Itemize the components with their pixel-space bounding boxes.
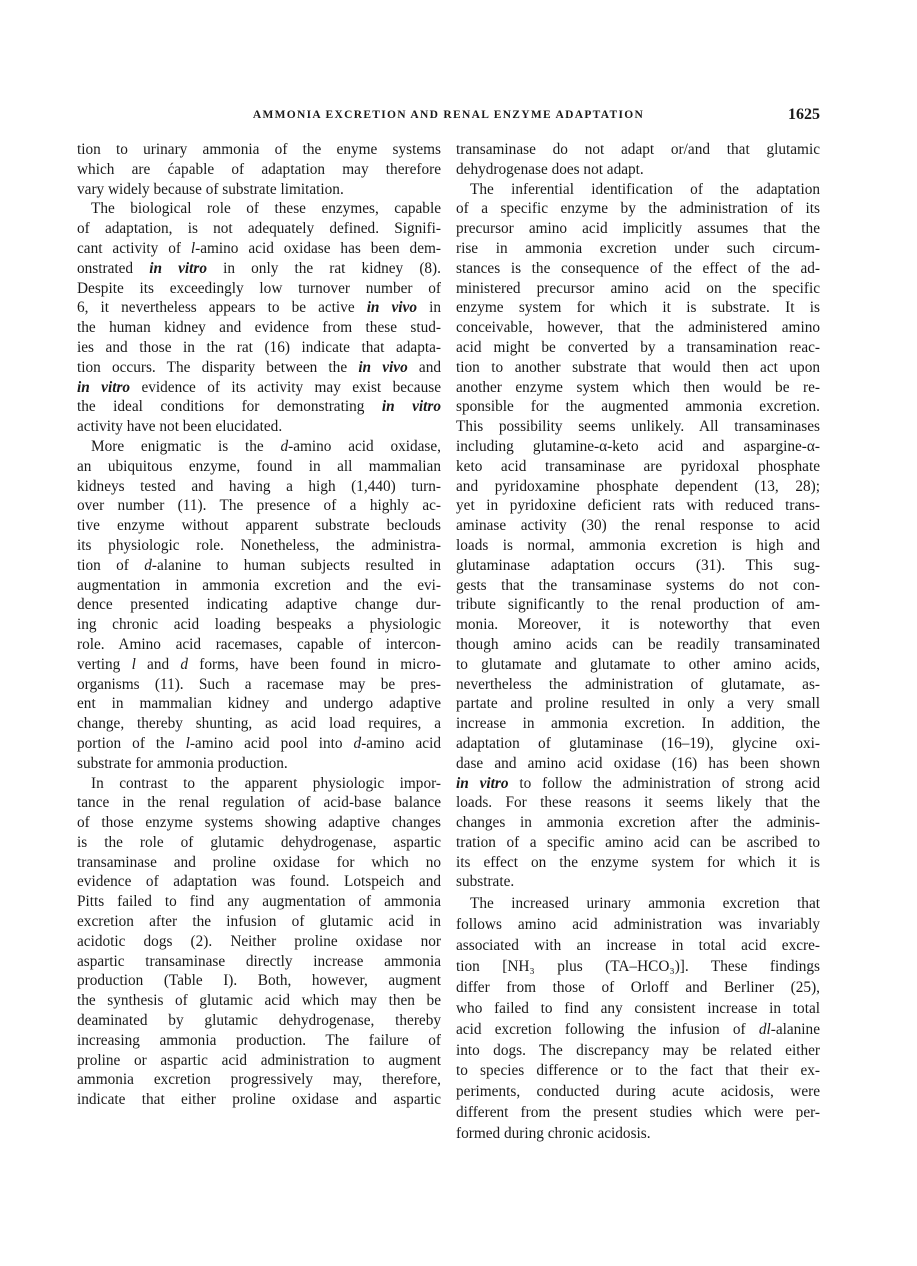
text-line: tration of a specific amino acid can be ascribed to xyxy=(456,833,820,851)
text-line: glutaminase adaptation occurs (31). This sug- xyxy=(456,556,820,574)
paragraph xyxy=(77,199,441,437)
text-line: tive enzyme without apparent substrate beclouds xyxy=(77,517,441,535)
text-line: tribute significantly to the renal production of am- xyxy=(456,596,820,614)
text-line: verting l and d forms, have been found in micro- xyxy=(77,655,441,673)
text-line: This possibility seems unlikely. All transaminases xyxy=(456,418,820,436)
text-line: tion [NH₃ plus (TA–HCO₃)]. These findings xyxy=(456,957,820,975)
text-line: follows amino acid administration was invariably xyxy=(456,916,820,934)
text-line: in vitro evidence of its activity may exist because xyxy=(77,378,441,396)
text-line: role. Amino acid racemases, capable of intercon- xyxy=(77,635,441,653)
text-line: production (Table I). Both, however, augment xyxy=(77,972,441,990)
text-line: The increased urinary ammonia excretion that xyxy=(470,895,820,913)
text-line: excretion after the infusion of glutamic acid in xyxy=(77,913,441,931)
text-line: precursor amino acid implicitly assumes that the xyxy=(456,220,820,238)
text-line: over number (11). The presence of a highly ac- xyxy=(77,497,441,515)
text-line: acidotic dogs (2). Neither proline oxidase nor xyxy=(77,932,441,950)
text-line: the synthesis of glutamic acid which may then be xyxy=(77,992,441,1010)
left-column xyxy=(77,140,441,1110)
text-line: indicate that either proline oxidase and aspartic xyxy=(77,1091,441,1109)
text-line: acid excretion following the infusion of dl-alanine xyxy=(456,1020,820,1038)
text-line: is the role of glutamic dehydrogenase, aspartic xyxy=(77,833,441,851)
text-line: different from the present studies which were per- xyxy=(456,1104,820,1122)
text-line: activity have not been elucidated. xyxy=(77,418,283,436)
text-line: kidneys tested and having a high (1,440) turn- xyxy=(77,477,441,495)
text-line: evidence of adaptation was found. Lotspeich and xyxy=(77,873,441,891)
text-line: ent in mammalian kidney and undergo adaptive xyxy=(77,695,441,713)
text-line: the human kidney and evidence from these stud- xyxy=(77,319,441,337)
text-line: who failed to find any consistent increase in total xyxy=(456,999,820,1017)
page-header xyxy=(77,106,820,126)
text-line: tion occurs. The disparity between the in vivo and xyxy=(77,358,441,376)
text-line: associated with an increase in total acid excre- xyxy=(456,937,820,955)
text-line: The inferential identification of the adaptation xyxy=(470,180,820,198)
text-line: partate and proline resulted in only a very small xyxy=(456,695,820,713)
text-line: The biological role of these enzymes, capable xyxy=(91,200,441,218)
text-line: formed during chronic acidosis. xyxy=(456,1125,651,1143)
paragraph xyxy=(456,180,820,893)
text-line: ammonia excretion progressively may, therefore, xyxy=(77,1071,441,1089)
text-line: transaminase and proline oxidase for which no xyxy=(77,853,441,871)
text-line: increase in ammonia excretion. In addition, the xyxy=(456,715,820,733)
text-line: tance in the renal regulation of acid-base balance xyxy=(77,794,441,812)
text-line: of a specific enzyme by the administration of its xyxy=(456,200,820,218)
text-line: keto acid transaminase are pyridoxal phosphate xyxy=(456,457,820,475)
paragraph xyxy=(77,774,441,1111)
text-line: tion to urinary ammonia of the enyme systems xyxy=(77,141,441,158)
text-line: monia. Moreover, it is noteworthy that even xyxy=(456,616,820,634)
text-line: substrate for ammonia production. xyxy=(77,754,288,772)
page-number: 1625 xyxy=(788,106,820,123)
text-line: 6, it nevertheless appears to be active in vivo in xyxy=(77,299,441,317)
text-line: another enzyme system which then would be re- xyxy=(456,378,820,396)
text-line: Despite its exceedingly low turnover number of xyxy=(77,279,441,297)
text-line: to species difference or to the fact that their ex- xyxy=(456,1062,820,1080)
text-line: More enigmatic is the d-amino acid oxidase, xyxy=(91,437,441,455)
text-line: deaminated by glutamic dehydrogenase, thereby xyxy=(77,1012,441,1030)
paragraph xyxy=(456,140,820,180)
text-line: its physiologic role. Nonetheless, the administra- xyxy=(77,536,441,554)
text-line: though amino acids can be readily transaminated xyxy=(456,635,820,653)
text-line: acid might be converted by a transamination reac- xyxy=(456,338,820,356)
paragraph xyxy=(77,437,441,774)
text-line: substrate. xyxy=(456,873,515,891)
text-line: transaminase do not adapt or/and that glutamic xyxy=(456,141,820,158)
text-line: change, thereby shunting, as acid load requires, a xyxy=(77,715,441,733)
text-line: loads. For these reasons it seems likely that the xyxy=(456,794,820,812)
paragraph xyxy=(77,140,441,199)
text-line: nevertheless the administration of glutamate, as- xyxy=(456,675,820,693)
text-line: of those enzyme systems showing adaptive changes xyxy=(77,814,441,832)
text-line: to glutamate and glutamate to other amino acids, xyxy=(456,655,820,673)
text-line: dence presented indicating adaptive change dur- xyxy=(77,596,441,614)
text-line: organisms (11). Such a racemase may be pres- xyxy=(77,675,441,693)
text-line: vary widely because of substrate limitation. xyxy=(77,180,344,198)
text-line: yet in pyridoxine deficient rats with reduced trans- xyxy=(456,497,820,515)
text-line: sponsible for the augmented ammonia excretion. xyxy=(456,398,820,416)
text-line: periments, conducted during acute acidosis, were xyxy=(456,1083,820,1101)
text-line: In contrast to the apparent physiologic impor- xyxy=(91,774,441,792)
text-line: dase and amino acid oxidase (16) has been shown xyxy=(456,754,820,772)
text-line: conceivable, however, that the administered amino xyxy=(456,319,820,337)
running-title: AMMONIA EXCRETION AND RENAL ENZYME ADAPTATION xyxy=(252,109,645,121)
text-line: an ubiquitous enzyme, found in all mammalian xyxy=(77,457,441,475)
text-line: onstrated in vitro in only the rat kidney (8). xyxy=(77,259,441,277)
text-line: portion of the l-amino acid pool into d-amino acid xyxy=(77,734,441,752)
text-line: differ from those of Orloff and Berliner (25), xyxy=(456,978,820,996)
text-line: stances is the consequence of the effect of the ad- xyxy=(456,259,820,277)
right-column xyxy=(456,140,820,1145)
text-line: adaptation of glutaminase (16–19), glycine oxi- xyxy=(456,734,820,752)
text-line: its effect on the enzyme system for which it is xyxy=(456,853,820,871)
paragraph xyxy=(456,894,820,1145)
text-line: changes in ammonia excretion after the adminis- xyxy=(456,814,820,832)
text-line: rise in ammonia excretion under such circum- xyxy=(456,239,820,257)
text-line: augmentation in ammonia excretion and the evi- xyxy=(77,576,441,594)
text-line: aminase activity (30) the renal response to acid xyxy=(456,517,820,535)
text-line: in vitro to follow the administration of strong acid xyxy=(456,774,820,792)
text-line: and pyridoxamine phosphate dependent (13, 28); xyxy=(456,477,820,495)
text-line: into dogs. The discrepancy may be related either xyxy=(456,1041,820,1059)
text-line: gests that the transaminase systems do not con- xyxy=(456,576,820,594)
text-line: ies and those in the rat (16) indicate that adapta- xyxy=(77,338,441,356)
text-line: ing chronic acid loading bespeaks a physiologic xyxy=(77,616,441,634)
text-line: proline or aspartic acid administration to augment xyxy=(77,1051,441,1069)
text-line: including glutamine-α-keto acid and aspargine-α- xyxy=(456,437,820,455)
text-line: enzyme system for which it is substrate. It is xyxy=(456,299,820,317)
text-line: aspartic transaminase directly increase ammonia xyxy=(77,952,441,970)
text-line: the ideal conditions for demonstrating in vitro xyxy=(77,398,441,416)
text-line: ministered precursor amino acid on the specific xyxy=(456,279,820,297)
text-line: dehydrogenase does not adapt. xyxy=(456,160,644,178)
text-line: of adaptation, is not adequately defined. Signifi- xyxy=(77,220,441,238)
text-line: which are ćapable of adaptation may therefore xyxy=(77,160,441,178)
text-line: Pitts failed to find any augmentation of ammonia xyxy=(77,893,441,911)
text-line: increasing ammonia production. The failure of xyxy=(77,1031,441,1049)
text-line: tion of d-alanine to human subjects resulted in xyxy=(77,556,441,574)
text-line: cant activity of l-amino acid oxidase has been dem- xyxy=(77,239,441,257)
text-line: loads is normal, ammonia excretion is high and xyxy=(456,536,820,554)
text-line: tion to another substrate that would then act upon xyxy=(456,358,820,376)
